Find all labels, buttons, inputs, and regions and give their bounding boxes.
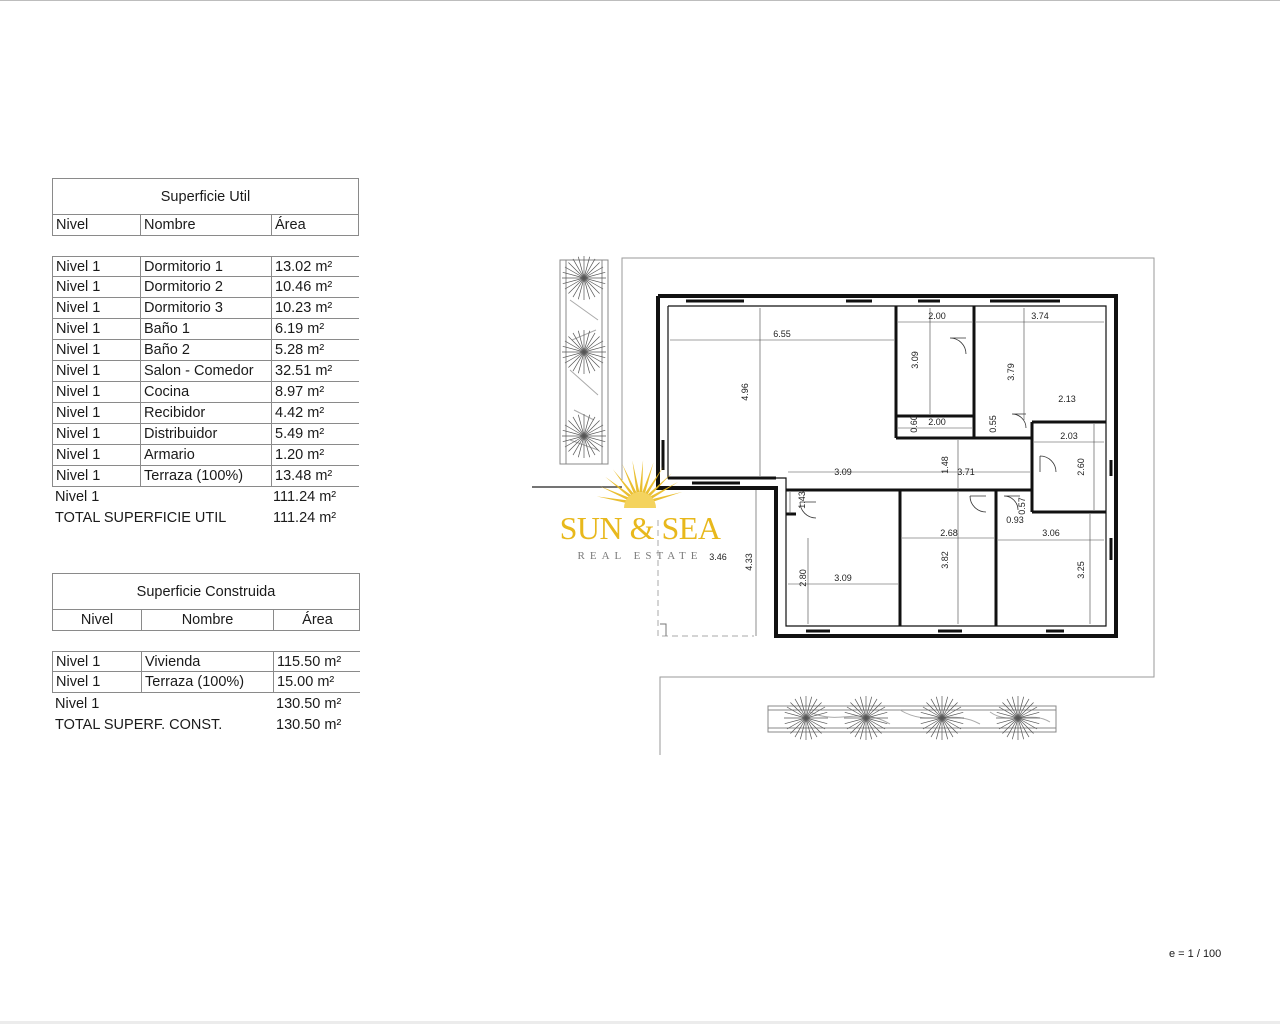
dimension-label: 2.00 xyxy=(928,311,946,321)
cell-nombre: Dormitorio 3 xyxy=(140,298,223,318)
dimension-label: 2.13 xyxy=(1058,394,1076,404)
cell-nivel: Nivel 1 xyxy=(56,674,101,690)
header-nivel: Nivel xyxy=(56,217,89,233)
cell-nombre: Cocina xyxy=(140,382,189,402)
cell-area: 8.97 m² xyxy=(271,382,324,402)
header-area: Área xyxy=(271,215,306,235)
cell-area: 13.02 m² xyxy=(271,257,332,276)
total-label: TOTAL SUPERF. CONST. xyxy=(55,716,223,733)
cell-area: 10.23 m² xyxy=(271,298,332,318)
subtotal-area: 111.24 m² xyxy=(273,488,337,505)
brand-tagline: REAL ESTATE xyxy=(577,550,703,562)
cell-area: 4.42 m² xyxy=(271,403,324,423)
dimension-label: 1.48 xyxy=(940,456,950,474)
dimension-label: 2.03 xyxy=(1060,431,1078,441)
cell-area: 13.48 m² xyxy=(271,466,332,486)
cell-nivel: Nivel 1 xyxy=(56,384,101,400)
cell-nivel: Nivel 1 xyxy=(56,447,101,463)
scale-label: e = 1 / 100 xyxy=(1169,948,1222,960)
cell-area: 115.50 m² xyxy=(273,652,341,671)
cell-nombre: Terraza (100%) xyxy=(140,466,243,486)
dimension-label: 2.68 xyxy=(940,528,958,538)
cell-nombre: Terraza (100%) xyxy=(141,672,244,692)
total-label: TOTAL SUPERFICIE UTIL xyxy=(55,509,227,526)
dimension-label: 2.80 xyxy=(798,569,808,587)
subtotal-nivel: Nivel 1 xyxy=(55,695,100,712)
cell-nombre: Armario xyxy=(140,445,195,465)
dimension-label: 3.09 xyxy=(834,573,852,583)
dimension-label: 3.25 xyxy=(1076,561,1086,579)
exterior-walls xyxy=(658,296,1116,636)
dimension-label: 1.43 xyxy=(797,491,807,509)
cell-nivel: Nivel 1 xyxy=(56,342,101,358)
cell-area: 32.51 m² xyxy=(271,361,332,381)
brand-name: SUN & SEA xyxy=(559,510,721,546)
header-nombre: Nombre xyxy=(140,215,196,235)
dimension-label: 2.60 xyxy=(1076,458,1086,476)
dimension-label: 0.93 xyxy=(1006,515,1024,525)
cell-nombre: Vivienda xyxy=(141,652,200,671)
cell-area: 5.49 m² xyxy=(271,424,324,444)
dimension-label: 3.46 xyxy=(709,552,727,562)
dimension-label: 3.82 xyxy=(940,551,950,569)
cell-nivel: Nivel 1 xyxy=(56,279,101,295)
cell-nombre: Dormitorio 2 xyxy=(140,277,223,297)
dimension-label: 2.00 xyxy=(928,417,946,427)
dimension-label: 4.96 xyxy=(740,383,750,401)
dimension-label: 0.55 xyxy=(988,415,998,433)
cell-nombre: Distribuidor xyxy=(140,424,217,444)
cell-nivel: Nivel 1 xyxy=(56,468,101,484)
cell-nombre: Dormitorio 1 xyxy=(140,257,223,276)
dimension-label: 0.57 xyxy=(1017,497,1027,515)
subtotal-nivel: Nivel 1 xyxy=(55,488,100,505)
cell-nombre: Baño 2 xyxy=(140,340,190,360)
dimension-label: 3.09 xyxy=(834,467,852,477)
cell-nivel: Nivel 1 xyxy=(56,300,101,316)
cell-nivel: Nivel 1 xyxy=(56,321,101,337)
cell-area: 6.19 m² xyxy=(271,319,324,339)
cell-nombre: Recibidor xyxy=(140,403,205,423)
cell-area: 15.00 m² xyxy=(273,672,334,692)
dimension-label: 6.55 xyxy=(773,329,791,339)
dimension-label: 3.06 xyxy=(1042,528,1060,538)
cell-nivel: Nivel 1 xyxy=(56,258,101,275)
table-title: Superficie Construida xyxy=(52,573,360,609)
planter-bottom xyxy=(768,706,1056,732)
cell-nivel: Nivel 1 xyxy=(56,405,101,421)
table-title: Superficie Util xyxy=(52,178,359,214)
dimension-label: 3.79 xyxy=(1006,363,1016,381)
cell-nombre: Salon - Comedor xyxy=(140,361,254,381)
cell-area: 1.20 m² xyxy=(271,445,324,465)
cell-area: 5.28 m² xyxy=(271,340,324,360)
cell-area: 10.46 m² xyxy=(271,277,332,297)
dimension-label: 3.71 xyxy=(957,467,975,477)
header-nombre: Nombre xyxy=(141,610,273,630)
dimension-label: 3.09 xyxy=(910,351,920,369)
dimension-label: 4.33 xyxy=(744,553,754,571)
subtotal-area: 130.50 m² xyxy=(276,695,342,712)
cell-nivel: Nivel 1 xyxy=(56,363,101,379)
header-area: Área xyxy=(273,610,361,630)
header-nivel: Nivel xyxy=(80,612,114,628)
cell-nivel: Nivel 1 xyxy=(56,653,101,670)
dimension-label: 0.60 xyxy=(909,415,919,433)
total-area: 130.50 m² xyxy=(276,716,342,733)
cell-nivel: Nivel 1 xyxy=(56,426,101,442)
cell-nombre: Baño 1 xyxy=(140,319,190,339)
total-area: 111.24 m² xyxy=(273,509,337,526)
dimension-label: 3.74 xyxy=(1031,311,1049,321)
